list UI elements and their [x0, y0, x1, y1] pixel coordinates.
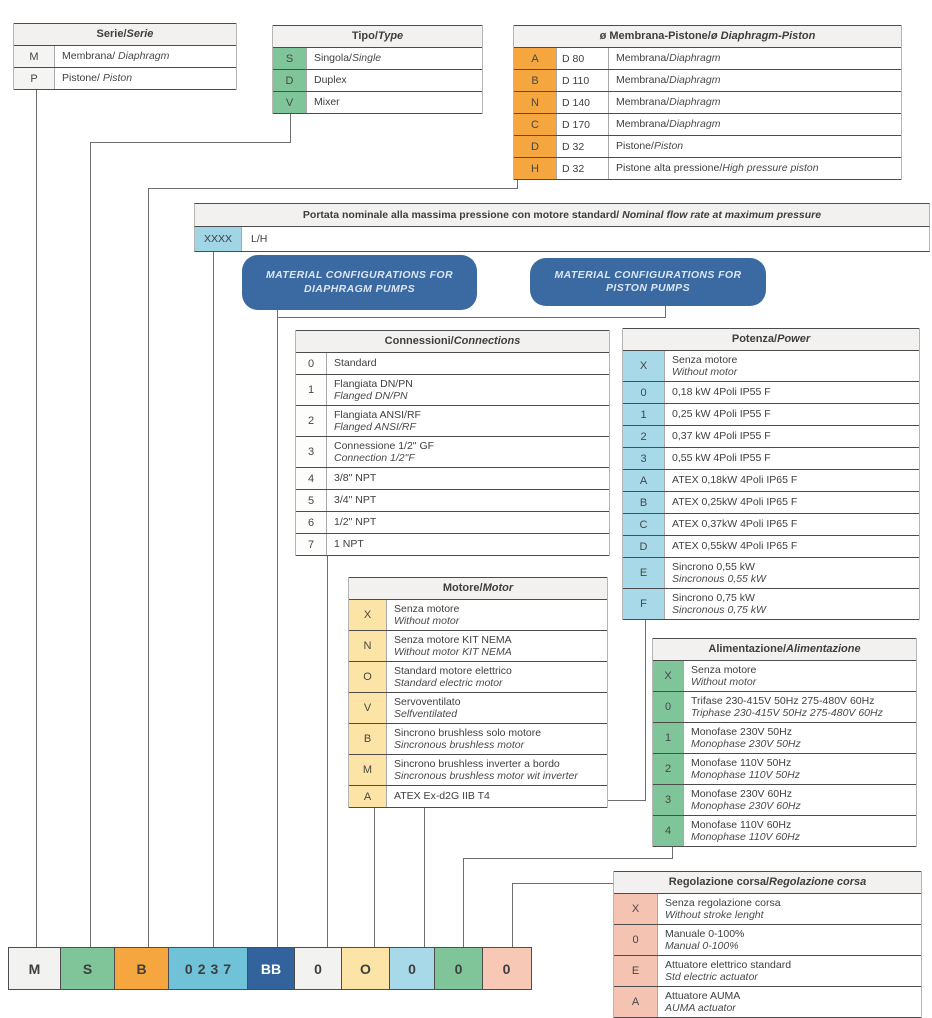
- code-cell: 4: [653, 816, 684, 846]
- code-cell: A: [514, 48, 557, 69]
- membrana-table-header: ø Membrana-Pistone/ø Diaphragm-Piston: [514, 25, 901, 48]
- code-cell: D: [514, 136, 557, 157]
- diameter-cell: D 170: [557, 114, 609, 135]
- potenza-row-0: [623, 382, 919, 404]
- code-cell: P: [14, 68, 55, 89]
- code-cell: A: [623, 470, 665, 491]
- code-cell: N: [514, 92, 557, 113]
- connessioni-row-5: [296, 490, 609, 512]
- model-code-cell-4: BB: [247, 947, 295, 990]
- code-cell: 3: [623, 448, 665, 469]
- alimentazione-row-3: [653, 785, 916, 816]
- tipo-row-D: [273, 70, 482, 92]
- alimentazione-row-X: [653, 661, 916, 692]
- tipo-row-V: [273, 92, 482, 114]
- row-description: Pistone alta pressione/High pressure piston: [616, 162, 819, 175]
- row-description: Flangiata DN/PN Flanged DN/PN: [334, 377, 413, 402]
- tipo-row-S: [273, 48, 482, 70]
- code-cell: 2: [623, 426, 665, 447]
- row-description: Membrana/Diaphragm: [616, 74, 721, 87]
- diameter-cell: D 140: [557, 92, 609, 113]
- stroke-adjustment-table: [613, 871, 922, 1018]
- membrana-row-C: [514, 114, 901, 136]
- code-cell: E: [614, 956, 658, 986]
- code-cell: A: [614, 987, 658, 1017]
- row-description: ATEX 0,37kW 4Poli IP65 F: [672, 518, 798, 531]
- motore-row-V: [349, 693, 607, 724]
- row-description: Sincrono 0,75 kW Sincronous 0,75 kW: [672, 591, 766, 616]
- membrana-row-A: [514, 48, 901, 70]
- model-code-strip: [8, 947, 532, 990]
- code-cell: X: [623, 351, 665, 381]
- motore-row-N: [349, 631, 607, 662]
- membrana-row-N: [514, 92, 901, 114]
- serie-row-P: [14, 68, 236, 90]
- nominal-flow-rate-title: Portata nominale alla massima pressione con motore standard/ Nominal flow rate at maximum pressure: [194, 203, 930, 227]
- serie-table-header: Serie/Serie: [14, 23, 236, 46]
- row-description: ATEX Ex-d2G IIB T4: [394, 790, 490, 803]
- diameter-cell: D 32: [557, 136, 609, 157]
- row-description: Trifase 230-415V 50Hz 275-480V 60Hz Triphase 230-415V 50Hz 275-480V 60Hz: [691, 694, 883, 719]
- code-cell: B: [623, 492, 665, 513]
- code-cell: N: [349, 631, 387, 661]
- connessioni-row-1: [296, 375, 609, 406]
- tipo-table: [272, 25, 483, 114]
- code-cell: C: [514, 114, 557, 135]
- row-description: Duplex: [314, 74, 347, 87]
- potenza-row-X: [623, 351, 919, 382]
- code-cell: H: [514, 158, 557, 179]
- code-cell: X: [653, 661, 684, 691]
- connessioni-row-3: [296, 437, 609, 468]
- diaphragm-material-config-box: MATERIAL CONFIGURATIONS FOR DIAPHRAGM PUMPS: [242, 255, 477, 310]
- code-cell: 6: [296, 512, 327, 533]
- tipo-table-header: Tipo/Type: [273, 25, 482, 48]
- code-cell: V: [349, 693, 387, 723]
- model-code-cell-2: B: [114, 947, 169, 990]
- row-description: Sincrono 0,55 kW Sincronous 0,55 kW: [672, 560, 766, 585]
- connector-line: [645, 592, 646, 800]
- potenza-row-3: [623, 448, 919, 470]
- row-description: Manuale 0-100% Manual 0-100%: [665, 927, 745, 952]
- code-cell: M: [14, 46, 55, 67]
- connector-line: [213, 240, 214, 947]
- regolazione-row-0: [614, 925, 921, 956]
- nominal-flow-rate-row: [194, 227, 930, 252]
- connector-line: [463, 858, 464, 947]
- connector-line: [327, 535, 328, 947]
- row-description: Senza motore Without motor: [691, 663, 757, 688]
- code-cell: 1: [653, 723, 684, 753]
- row-description: Senza motore Without motor: [394, 602, 460, 627]
- row-description: 3/4" NPT: [334, 494, 377, 507]
- alimentazione-row-1: [653, 723, 916, 754]
- connector-line: [463, 858, 673, 859]
- potenza-row-D: [623, 536, 919, 558]
- row-description: Membrana/Diaphragm: [616, 52, 721, 65]
- diameter-cell: D 32: [557, 158, 609, 179]
- row-description: Membrana/ Diaphragm: [62, 50, 170, 63]
- connector-line: [90, 142, 291, 143]
- row-description: Standard motore elettrico Standard electric motor: [394, 664, 512, 689]
- connector-line: [148, 188, 518, 189]
- row-description: 0,37 kW 4Poli IP55 F: [672, 430, 771, 443]
- code-cell: V: [273, 92, 307, 113]
- code-cell: A: [349, 786, 387, 807]
- model-code-cell-1: S: [60, 947, 116, 990]
- motore-row-A: [349, 786, 607, 808]
- row-description: Pistone/Piston: [616, 140, 684, 153]
- row-description: Monofase 110V 50Hz Monophase 110V 50Hz: [691, 756, 800, 781]
- motore-row-X: [349, 600, 607, 631]
- row-description: Membrana/Diaphragm: [616, 118, 721, 131]
- code-cell: 3: [653, 785, 684, 815]
- code-cell: C: [623, 514, 665, 535]
- supply-table: [652, 638, 917, 847]
- flow-rate-code-cell: XXXX: [195, 227, 242, 251]
- alimentazione-row-4: [653, 816, 916, 847]
- connections-table: [295, 330, 610, 556]
- flow-rate-unit-cell: L/H: [251, 233, 268, 245]
- code-cell: F: [623, 589, 665, 619]
- row-description: 3/8" NPT: [334, 472, 377, 485]
- connector-line: [277, 317, 666, 318]
- row-description: Pistone/ Piston: [62, 72, 133, 85]
- row-description: ATEX 0,25kW 4Poli IP65 F: [672, 496, 798, 509]
- code-cell: E: [623, 558, 665, 588]
- connector-line: [90, 142, 91, 947]
- potenza-row-F: [623, 589, 919, 620]
- alimentazione-row-0: [653, 692, 916, 723]
- code-cell: 3: [296, 437, 327, 467]
- connector-line: [277, 317, 278, 947]
- row-description: Monofase 110V 60Hz Monophase 110V 60Hz: [691, 818, 800, 843]
- row-description: Monofase 230V 60Hz Monophase 230V 60Hz: [691, 787, 801, 812]
- connessioni-row-7: [296, 534, 609, 556]
- code-cell: 0: [653, 692, 684, 722]
- row-description: Connessione 1/2" GF Connection 1/2"F: [334, 439, 435, 464]
- row-description: ATEX 0,18kW 4Poli IP65 F: [672, 474, 798, 487]
- code-cell: 4: [296, 468, 327, 489]
- alimentazione-table-header: Alimentazione/Alimentazione: [653, 638, 916, 661]
- potenza-table-header: Potenza/Power: [623, 328, 919, 351]
- row-description: Flangiata ANSI/RF Flanged ANSI/RF: [334, 408, 421, 433]
- connessioni-row-4: [296, 468, 609, 490]
- regolazione-table-header: Regolazione corsa/Regolazione corsa: [614, 871, 921, 894]
- motore-table-header: Motore/Motor: [349, 577, 607, 600]
- model-code-cell-0: M: [8, 947, 61, 990]
- potenza-row-C: [623, 514, 919, 536]
- row-description: ATEX 0,55kW 4Poli IP65 F: [672, 540, 798, 553]
- potenza-row-A: [623, 470, 919, 492]
- piston-material-config-box: MATERIAL CONFIGURATIONS FOR PISTON PUMPS: [530, 258, 766, 306]
- potenza-row-B: [623, 492, 919, 514]
- row-description: Standard: [334, 357, 377, 370]
- membrana-row-D: [514, 136, 901, 158]
- row-description: Sincrono brushless solo motore Sincronous brushless motor: [394, 726, 542, 751]
- code-cell: 1: [623, 404, 665, 425]
- motor-table: [348, 577, 608, 808]
- code-cell: 1: [296, 375, 327, 405]
- row-description: Singola/Single: [314, 52, 382, 65]
- model-code-cell-7: 0: [389, 947, 436, 990]
- motore-row-O: [349, 662, 607, 693]
- regolazione-row-A: [614, 987, 921, 1018]
- connector-line: [148, 188, 149, 947]
- row-description: Monofase 230V 50Hz Monophase 230V 50Hz: [691, 725, 801, 750]
- code-cell: 2: [653, 754, 684, 784]
- potenza-row-1: [623, 404, 919, 426]
- potenza-row-2: [623, 426, 919, 448]
- code-cell: 5: [296, 490, 327, 511]
- row-description: Attuatore elettrico standard Std electric actuator: [665, 958, 792, 983]
- row-description: Senza motore Without motor: [672, 353, 738, 378]
- diaphragm-piston-table: [513, 25, 902, 180]
- code-cell: B: [514, 70, 557, 91]
- connessioni-row-0: [296, 353, 609, 375]
- membrana-row-H: [514, 158, 901, 180]
- row-description: Attuatore AUMA AUMA actuator: [665, 989, 741, 1014]
- motore-row-M: [349, 755, 607, 786]
- code-cell: X: [614, 894, 658, 924]
- serie-table: [13, 23, 237, 90]
- power-table: [622, 328, 920, 620]
- regolazione-row-E: [614, 956, 921, 987]
- code-cell: S: [273, 48, 307, 69]
- potenza-row-E: [623, 558, 919, 589]
- code-cell: 0: [623, 382, 665, 403]
- row-description: Servoventilato Selfventilated: [394, 695, 461, 720]
- code-cell: B: [349, 724, 387, 754]
- model-code-cell-6: O: [341, 947, 390, 990]
- code-cell: 2: [296, 406, 327, 436]
- row-description: 0,25 kW 4Poli IP55 F: [672, 408, 771, 421]
- code-cell: O: [349, 662, 387, 692]
- row-description: Senza motore KIT NEMA Without motor KIT NEMA: [394, 633, 512, 658]
- diameter-cell: D 80: [557, 48, 609, 69]
- connessioni-table-header: Connessioni/Connections: [296, 330, 609, 353]
- row-description: Mixer: [314, 96, 340, 109]
- connector-line: [424, 800, 425, 947]
- model-code-cell-9: 0: [482, 947, 532, 990]
- row-description: 0,18 kW 4Poli IP55 F: [672, 386, 771, 399]
- model-code-cell-5: 0: [294, 947, 343, 990]
- code-cell: 0: [614, 925, 658, 955]
- code-cell: D: [623, 536, 665, 557]
- row-description: 0,55 kW 4Poli IP55 F: [672, 452, 771, 465]
- connector-line: [36, 80, 37, 947]
- motore-row-B: [349, 724, 607, 755]
- code-cell: X: [349, 600, 387, 630]
- code-cell: 7: [296, 534, 327, 555]
- regolazione-row-X: [614, 894, 921, 925]
- row-description: 1/2" NPT: [334, 516, 377, 529]
- code-cell: M: [349, 755, 387, 785]
- row-description: Membrana/Diaphragm: [616, 96, 721, 109]
- row-description: Sincrono brushless inverter a bordo Sincronous brushless motor wit inverter: [394, 757, 578, 782]
- connector-line: [512, 883, 613, 884]
- code-cell: 0: [296, 353, 327, 374]
- serie-row-M: [14, 46, 236, 68]
- connector-line: [512, 883, 513, 947]
- model-code-cell-8: 0: [434, 947, 483, 990]
- connessioni-row-6: [296, 512, 609, 534]
- connessioni-row-2: [296, 406, 609, 437]
- row-description: Senza regolazione corsa Without stroke lenght: [665, 896, 781, 921]
- model-code-cell-3: 0237: [168, 947, 249, 990]
- code-cell: D: [273, 70, 307, 91]
- diameter-cell: D 110: [557, 70, 609, 91]
- membrana-row-B: [514, 70, 901, 92]
- alimentazione-row-2: [653, 754, 916, 785]
- row-description: 1 NPT: [334, 538, 364, 551]
- nominal-flow-rate-bar: [194, 203, 930, 252]
